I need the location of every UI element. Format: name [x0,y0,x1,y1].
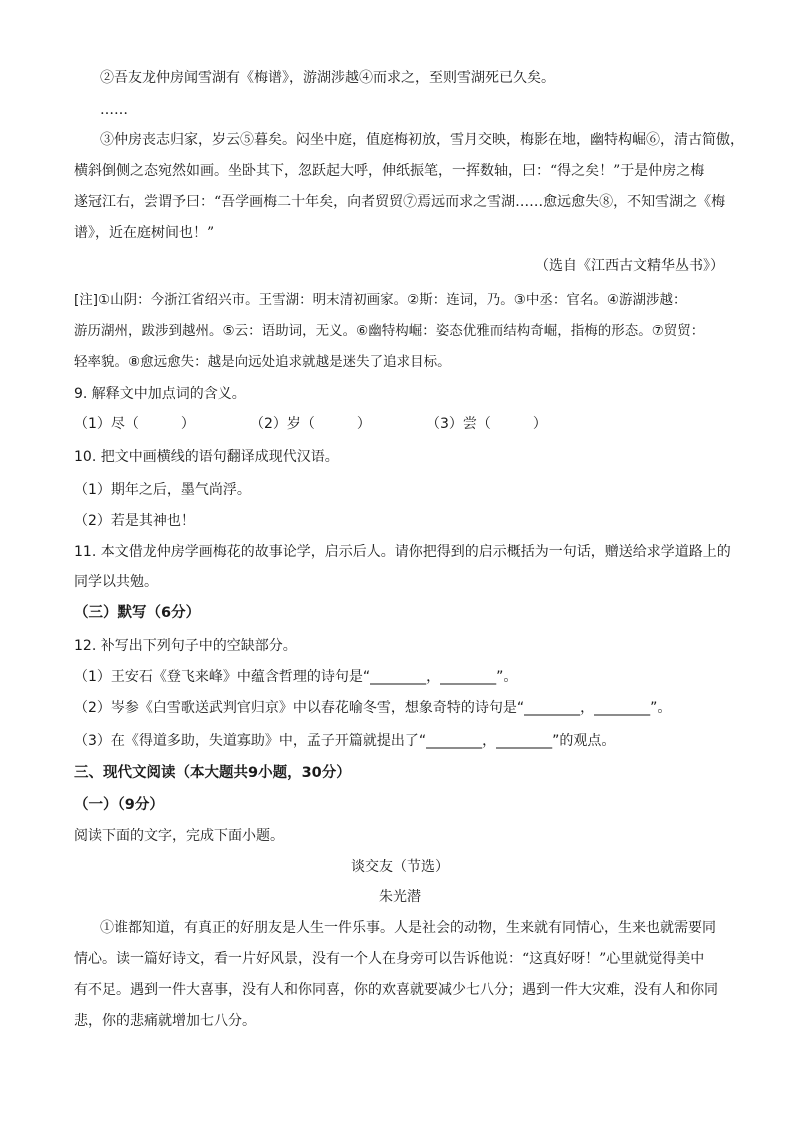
notes-line-3: 轻率貌。⑧愈远愈失：越是向远处追求就越是迷失了追求目标。 [74,354,451,370]
q10-item-1: （1）期年之后，墨气尚浮。 [74,482,251,498]
notes-line-1: [注]①山阴：今浙江省绍兴市。王雪湖：明末清初画家。②斯：连词，乃。③中丞：官名。④游湖涉越： [74,292,687,308]
reading-instruction: 阅读下面的文字，完成下面小题。 [74,828,284,844]
article-paragraph-1-line-2: 情心。读一篇好诗文，看一片好风景，没有一个人在身旁可以告诉他说：“这真好呀！”心里就觉得美中 [74,951,705,967]
q9-item-1: （1）尽（ ） [74,416,195,432]
q9-items [74,414,734,434]
article-paragraph-1-line-4: 悲，你的悲痛就增加七八分。 [74,1013,256,1029]
article-paragraph-1-line-3: 有不足。遇到一件大喜事，没有人和你同喜，你的欢喜就要减少七八分；遇到一件大灾难，没有人和你同 [74,982,718,998]
passage-paragraph-3-line-4: 谱》，近在庭树间也！” [74,225,215,241]
passage-paragraph-3-line-2: 横斜倒侧之态宛然如画。坐卧其下，忽跃起大呼，伸纸振笔，一挥数轴，曰：“得之矣！”于是仲房之梅 [74,163,705,179]
section-3-heading: （三）默写（6分） [74,605,201,621]
passage-paragraph-3-line-1: ③仲房丧志归家，岁云⑤暮矣。闷坐中庭，值庭梅初放，雪月交映，梅影在地，幽特构崛⑥，清古简傲， [100,132,744,148]
q12-item-1: （1）王安石《登飞来峰》中蕴含哲理的诗句是“________，________”。 [74,669,518,685]
q9-stem: 9. 解释文中加点词的含义。 [74,386,246,402]
passage-source: （选自《江西古文精华丛书》） [535,258,724,274]
q12-item-2: （2）岑参《白雪歌送武判官归京》中以春花喻冬雪，想象奇特的诗句是“________，________”。 [74,700,672,716]
q12-item-3: （3）在《得道多助，失道寡助》中，孟子开篇就提出了“________，________”的观点。 [74,733,616,749]
part-3-heading: 三、现代文阅读（本大题共9小题，30分） [74,765,351,781]
article-author: 朱光潜 [379,889,421,905]
q9-item-3: （3）尝（ ） [426,416,547,432]
q10-item-2: （2）若是其神也！ [74,513,195,529]
notes-line-2: 游历湖州，跋涉到越州。⑤云：语助词，无义。⑥幽特构崛：姿态优雅而结构奇崛，指梅的形态。⑦贸贸： [74,323,705,339]
passage-ellipsis: …… [100,102,128,118]
q9-item-2: （2）岁（ ） [250,416,371,432]
article-title: 谈交友（节选） [351,859,449,875]
q11-line-2: 同学以共勉。 [74,574,158,590]
q12-stem: 12. 补写出下列句子中的空缺部分。 [74,638,297,654]
passage-paragraph-2: ②吾友龙仲房闻雪湖有《梅谱》，游湖涉越④而求之，至则雪湖死已久矣。 [100,70,555,86]
q10-stem: 10. 把文中画横线的语句翻译成现代汉语。 [74,449,339,465]
article-paragraph-1-line-1: ①谁都知道，有真正的好朋友是人生一件乐事。人是社会的动物，生来就有同情心，生来也就需要同 [100,920,716,936]
part-3-subheading: （一）（9分） [74,797,164,813]
passage-paragraph-3-line-3: 遂冠江右，尝谓予曰：“吾学画梅二十年矣，向者贸贸⑦焉远而求之雪湖……愈远愈失⑧，不知雪湖之《梅 [74,194,726,210]
q11-line-1: 11. 本文借龙仲房学画梅花的故事论学，启示后人。请你把得到的启示概括为一句话，赠送给求学道路上的 [74,544,731,560]
